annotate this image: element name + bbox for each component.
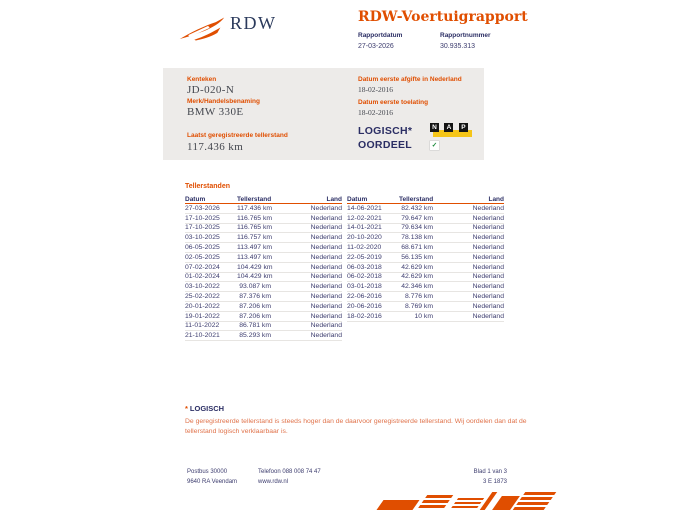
kenteken-label: Kenteken: [187, 76, 217, 83]
col-header-land: Land: [488, 196, 504, 203]
footnote-heading: [185, 404, 530, 413]
col-header-datum: Datum: [185, 196, 206, 203]
table-row: [185, 263, 342, 273]
rdw-logo-text: RDW: [230, 13, 277, 33]
cell-datum: 11-02-2020: [347, 244, 382, 252]
cell-tellerstand: 8.769 km: [405, 302, 433, 310]
footer-page-number: Blad 1 van 3: [473, 469, 507, 475]
cell-datum: 11-01-2022: [185, 322, 220, 330]
cell-land: Nederland: [310, 332, 342, 340]
tellerstanden-table-right: [347, 193, 504, 322]
cell-tellerstand: 79.634 km: [401, 224, 433, 232]
cell-land: Nederland: [310, 312, 342, 320]
table-row: [347, 292, 504, 302]
cell-land: Nederland: [310, 273, 342, 281]
cell-tellerstand: 8.776 km: [405, 293, 433, 301]
table-row: [185, 253, 342, 263]
cell-land: Nederland: [310, 283, 342, 291]
cell-tellerstand: 87.206 km: [239, 302, 271, 310]
report-date-block: [358, 32, 402, 50]
footer-page-info: [420, 467, 507, 487]
tellerstanden-section-title: Tellerstanden: [185, 183, 230, 190]
table-row: [347, 302, 504, 312]
cell-datum: 22-06-2016: [347, 293, 382, 301]
table-row: [185, 214, 342, 224]
footnote-asterisk: *: [185, 404, 188, 413]
table-row: [185, 302, 342, 312]
cell-datum: 06-02-2018: [347, 273, 382, 281]
oordeel-line1: LOGISCH*: [358, 125, 413, 137]
footer-address-line1: Postbus 30000: [187, 469, 228, 475]
table-row: [347, 243, 504, 253]
afgifte-value: 18-02-2016: [358, 85, 393, 94]
footer-address: [187, 467, 237, 487]
table-row: [185, 322, 342, 332]
cell-tellerstand: 93.087 km: [239, 283, 271, 291]
oordeel-line2: OORDEEL: [358, 139, 413, 151]
cell-land: Nederland: [472, 302, 504, 310]
table-row: [347, 253, 504, 263]
oordeel-text: [358, 124, 412, 152]
kenteken-value: JD-020-N: [187, 84, 235, 96]
cell-tellerstand: 116.757 km: [237, 234, 273, 242]
table-row: [347, 263, 504, 273]
report-number-label: Rapportnummer: [440, 32, 491, 39]
cell-datum: 06-03-2018: [347, 263, 382, 271]
cell-land: Nederland: [472, 253, 504, 261]
cell-tellerstand: 42.629 km: [401, 263, 433, 271]
cell-datum: 17-10-2025: [185, 214, 220, 222]
cell-land: Nederland: [310, 234, 342, 242]
table-row: [347, 233, 504, 243]
table-row: [185, 233, 342, 243]
cell-tellerstand: 82.432 km: [401, 204, 433, 212]
cell-datum: 12-02-2021: [347, 214, 382, 222]
col-header-tellerstand: Tellerstand: [237, 196, 272, 203]
table-header: [185, 193, 342, 204]
report-date-value: 27-03-2026: [358, 43, 394, 50]
cell-datum: 21-10-2021: [185, 332, 220, 340]
table-row: [347, 214, 504, 224]
cell-datum: 14-01-2021: [347, 224, 382, 232]
cell-datum: 18-02-2016: [347, 312, 382, 320]
table-row: [185, 224, 342, 234]
footer-contact: [258, 467, 321, 487]
footer-form-code: 3 E 1873: [482, 479, 507, 485]
nap-letter: A: [444, 123, 453, 132]
laatste-tellerstand-value: 117.436 km: [187, 141, 244, 153]
table-body: [347, 204, 504, 322]
cell-tellerstand: 104.429 km: [237, 263, 273, 271]
cell-tellerstand: 87.206 km: [239, 312, 271, 320]
report-number-block: [440, 32, 491, 50]
cell-tellerstand: 116.765 km: [237, 214, 273, 222]
report-date-label: Rapportdatum: [358, 32, 403, 39]
report-number-value: 30.935.313: [440, 43, 476, 50]
table-row: [347, 282, 504, 292]
cell-land: Nederland: [310, 322, 342, 330]
cell-land: Nederland: [310, 214, 342, 222]
cell-land: Nederland: [472, 283, 504, 291]
cell-tellerstand: 78.138 km: [401, 234, 433, 242]
cell-tellerstand: 42.346 km: [401, 283, 433, 291]
nap-logo: [430, 123, 474, 149]
nap-check-icon: ✓: [431, 142, 438, 149]
cell-datum: 03-10-2025: [185, 234, 220, 242]
rdw-wing-logo: [179, 15, 225, 43]
cell-land: Nederland: [472, 204, 504, 212]
cell-datum: 20-10-2020: [347, 234, 382, 242]
col-header-land: Land: [326, 196, 342, 203]
cell-datum: 02-05-2025: [185, 253, 220, 261]
table-row: [185, 282, 342, 292]
toelating-value: 18-02-2016: [358, 108, 393, 117]
table-row: [185, 273, 342, 283]
cell-land: Nederland: [310, 302, 342, 310]
cell-datum: 03-10-2022: [185, 283, 220, 291]
table-row: [347, 273, 504, 283]
table-row: [347, 224, 504, 234]
merk-label: Merk/Handelsbenaming: [187, 98, 260, 105]
cell-datum: 01-02-2024: [185, 273, 220, 281]
cell-land: Nederland: [472, 224, 504, 232]
nap-letter: P: [459, 123, 468, 132]
cell-land: Nederland: [472, 214, 504, 222]
cell-datum: 14-06-2021: [347, 204, 382, 212]
cell-datum: 25-02-2022: [185, 293, 220, 301]
cell-datum: 19-01-2022: [185, 312, 220, 320]
cell-tellerstand: 10 km: [414, 312, 433, 320]
footer-address-line2: 9640 RA Veendam: [187, 479, 238, 485]
cell-land: Nederland: [310, 224, 342, 232]
footer-phone: Telefoon 088 008 74 47: [258, 469, 321, 475]
table-body: [185, 204, 342, 341]
cell-datum: 03-01-2018: [347, 283, 382, 291]
cell-land: Nederland: [472, 244, 504, 252]
cell-tellerstand: 113.497 km: [237, 253, 273, 261]
table-row: [185, 292, 342, 302]
cell-land: Nederland: [310, 204, 342, 212]
cell-land: Nederland: [472, 234, 504, 242]
vehicle-info-box: [163, 68, 484, 160]
table-row: [347, 204, 504, 214]
cell-land: Nederland: [472, 263, 504, 271]
table-row: [185, 204, 342, 214]
cell-tellerstand: 56.135 km: [401, 253, 433, 261]
col-header-datum: Datum: [347, 196, 368, 203]
logisch-footnote: [185, 404, 530, 437]
cell-datum: 07-02-2024: [185, 263, 220, 271]
page-title: RDW-Voertuigrapport: [358, 9, 528, 25]
nap-letter: N: [430, 123, 439, 132]
cell-datum: 27-03-2026: [185, 204, 220, 212]
cell-land: Nederland: [310, 244, 342, 252]
tellerstanden-table-left: [185, 193, 342, 341]
cell-land: Nederland: [310, 253, 342, 261]
table-row: [185, 312, 342, 322]
table-row: [347, 312, 504, 322]
table-row: [185, 331, 342, 341]
toelating-label: Datum eerste toelating: [358, 99, 429, 106]
cell-land: Nederland: [472, 273, 504, 281]
cell-datum: 20-06-2016: [347, 302, 382, 310]
cell-land: Nederland: [310, 293, 342, 301]
cell-datum: 22-05-2019: [347, 253, 382, 261]
cell-tellerstand: 104.429 km: [237, 273, 273, 281]
cell-tellerstand: 79.647 km: [401, 214, 433, 222]
cell-tellerstand: 117.436 km: [237, 204, 273, 212]
table-row: [185, 243, 342, 253]
cell-tellerstand: 87.376 km: [239, 293, 271, 301]
cell-tellerstand: 68.671 km: [401, 244, 433, 252]
footnote-title: LOGISCH: [189, 404, 225, 413]
laatste-tellerstand-label: Laatst geregistreerde tellerstand: [187, 132, 288, 139]
cell-datum: 17-10-2025: [185, 224, 220, 232]
table-header: [347, 193, 504, 204]
cell-tellerstand: 85.293 km: [239, 332, 271, 340]
col-header-tellerstand: Tellerstand: [399, 196, 434, 203]
merk-value: BMW 330E: [187, 106, 244, 118]
cell-land: Nederland: [472, 312, 504, 320]
cell-tellerstand: 116.765 km: [237, 224, 273, 232]
cell-tellerstand: 86.781 km: [239, 322, 271, 330]
footer-website: www.rdw.nl: [258, 479, 289, 485]
cell-land: Nederland: [310, 263, 342, 271]
cell-tellerstand: 42.629 km: [401, 273, 433, 281]
cell-tellerstand: 113.497 km: [237, 244, 273, 252]
cell-datum: 20-01-2022: [185, 302, 220, 310]
footnote-text: De geregistreerde tellerstand is steeds hoger dan de daarvoor geregistreerde tellerstand. Wij oordelen dan dat de tellerstand logisch verklaarbaar is.: [185, 418, 527, 435]
cell-land: Nederland: [472, 293, 504, 301]
afgifte-label: Datum eerste afgifte in Nederland: [358, 76, 462, 83]
speed-stripes-graphic: [372, 491, 552, 511]
cell-datum: 06-05-2025: [185, 244, 220, 252]
